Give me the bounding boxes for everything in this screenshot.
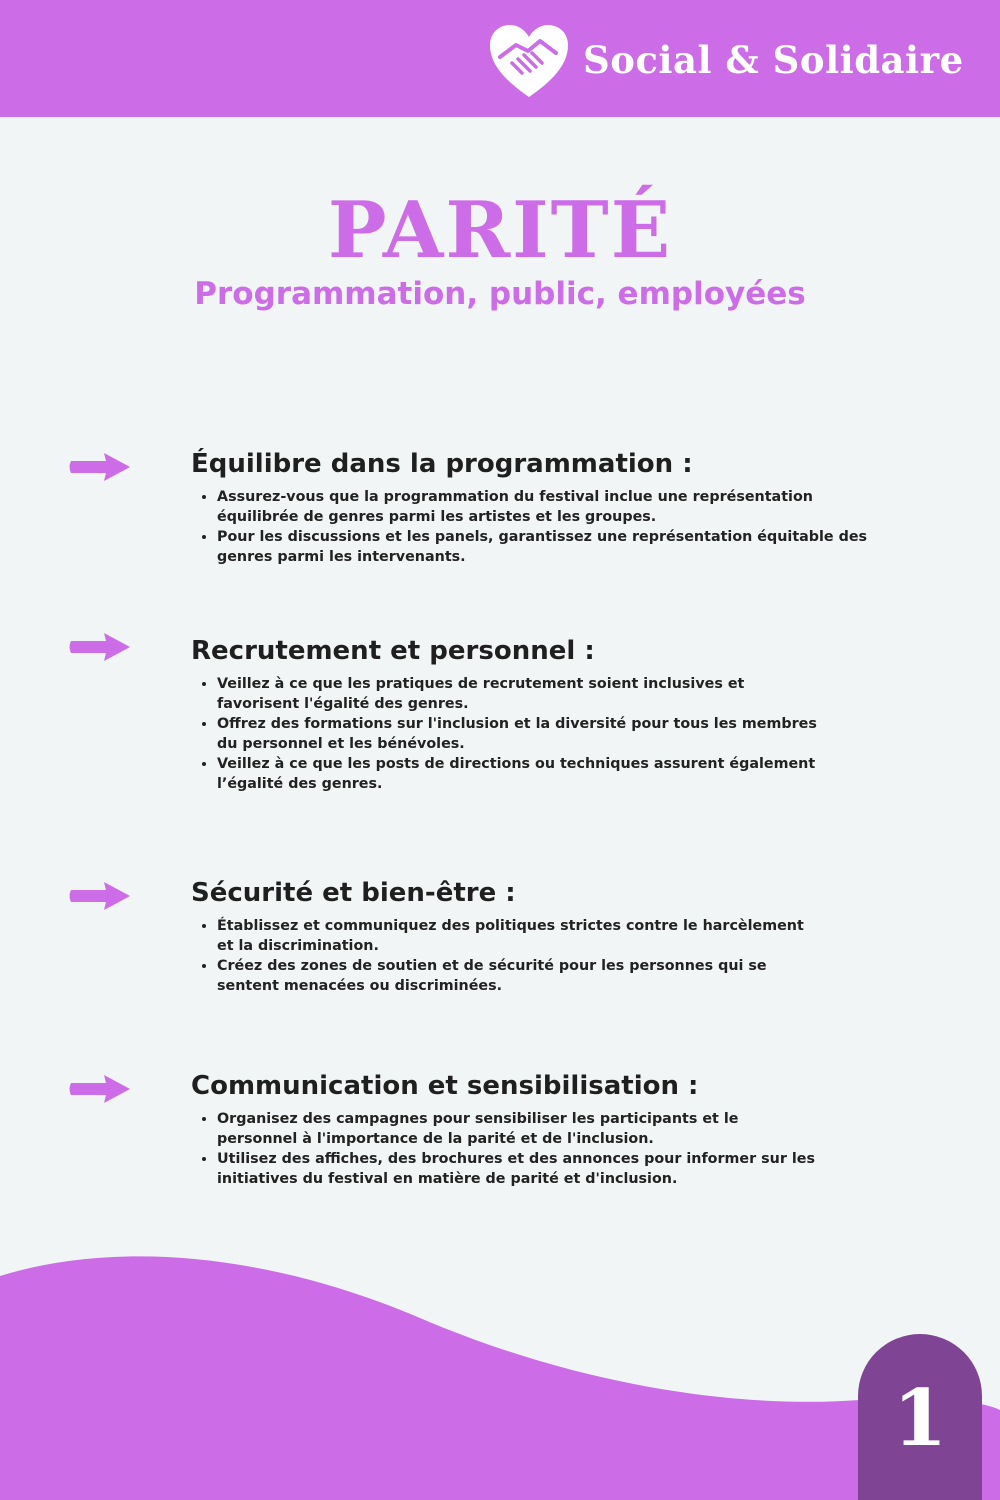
arrow-right-icon xyxy=(68,631,132,663)
bullet-item: Assurez-vous que la programmation du festival inclue une représentation équilibrée de genres parmi les artistes et les groupes. xyxy=(217,487,897,527)
bullet-item: Créez des zones de soutien et de sécurité pour les personnes qui se sentent menacées ou discriminées. xyxy=(217,956,817,996)
bullet-list xyxy=(217,916,817,996)
bullet-list xyxy=(217,487,897,567)
section-title: Équilibre dans la programmation : xyxy=(191,449,693,479)
arrow-right-icon xyxy=(68,451,132,483)
brand-name: Social & Solidaire xyxy=(583,38,964,82)
heart-handshake-icon xyxy=(488,23,570,99)
bullet-item: Établissez et communiquez des politiques strictes contre le harcèlement et la discrimination. xyxy=(217,916,817,956)
section-title: Recrutement et personnel : xyxy=(191,636,595,666)
section-title: Communication et sensibilisation : xyxy=(191,1071,699,1101)
page-number-badge xyxy=(858,1334,982,1500)
bullet-list xyxy=(217,1109,817,1189)
bullet-item: Pour les discussions et les panels, garantissez une représentation équitable des genres parmi les intervenants. xyxy=(217,527,897,567)
arrow-right-icon xyxy=(68,880,132,912)
page-subtitle: Programmation, public, employées xyxy=(194,276,806,312)
bullet-item: Organisez des campagnes pour sensibiliser les participants et le personnel à l'importance de la parité et de l'inclusion. xyxy=(217,1109,817,1149)
bullet-item: Utilisez des affiches, des brochures et des annonces pour informer sur les initiatives du festival en matière de parité et d'inclusion. xyxy=(217,1149,817,1189)
page-title: PARITÉ xyxy=(327,185,673,276)
page-number: 1 xyxy=(892,1373,948,1464)
section-title: Sécurité et bien-être : xyxy=(191,878,516,908)
header-bar xyxy=(0,0,1000,117)
bottom-wave xyxy=(0,1250,1000,1500)
bullet-item: Offrez des formations sur l'inclusion et la diversité pour tous les membres du personnel et les bénévoles. xyxy=(217,716,817,752)
arrow-right-icon xyxy=(68,1073,132,1105)
bullet-list xyxy=(217,674,817,794)
bullet-item: Veillez à ce que les pratiques de recrutement soient inclusives et favorisent l'égalité des genres. xyxy=(217,674,817,714)
bullet-item: Veillez à ce que les posts de directions ou techniques assurent également l’égalité des genres. xyxy=(217,756,816,792)
